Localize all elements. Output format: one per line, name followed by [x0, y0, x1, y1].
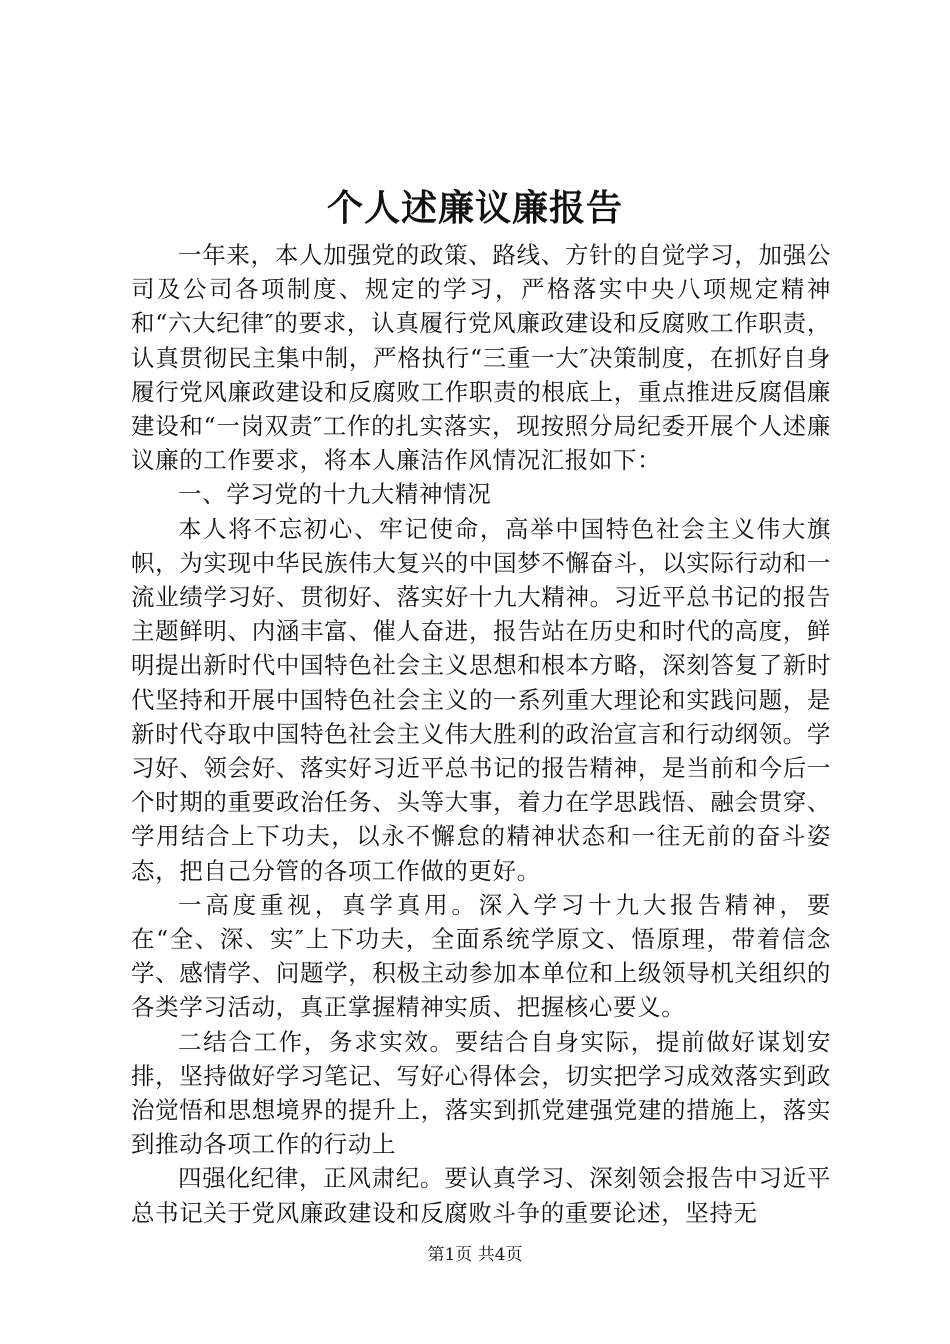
document-body — [131, 238, 831, 1230]
section-heading: 一、学习党的十九大精神情况 — [178, 480, 492, 509]
paragraph-point-4: 四强化纪律，正风肃纪。要认真学习、深刻领会报告中习近平总书记关于党风廉政建设和反腐败斗争的重要论述，坚持无 — [131, 1164, 831, 1227]
paragraph-study: 本人将不忘初心、牢记使命，高举中国特色社会主义伟大旗帜，为实现中华民族伟大复兴的中国梦不懈奋斗，以实际行动和一流业绩学习好、贯彻好、落实好十九大精神。习近平总书记的报告主题鲜明、内涵丰富、催人奋进，报告站在历史和时代的高度，鲜明提出新时代中国特色社会主义思想和根本方略，深刻答复了新时代坚持和开展中国特色社会主义的一系列重大理论和实践问题，是新时代夺取中国特色社会主义伟大胜利的政治宣言和行动纲领。学习好、领会好、落实好习近平总书记的报告精神，是当前和今后一个时期的重要政治任务、头等大事，着力在学思践悟、融会贯穿、学用结合上下功夫，以永不懈怠的精神状态和一往无前的奋斗姿态，把自己分管的各项工作做的更好。 — [131, 514, 831, 885]
document-title: 个人述廉议廉报告 — [326, 187, 623, 229]
page-footer: 第1页 共4页 — [427, 1245, 523, 1265]
paragraph-intro: 一年来，本人加强党的政策、路线、方针的自觉学习，加强公司及公司各项制度、规定的学习，严格落实中央八项规定精神和“六大纪律″的要求，认真履行党风廉政建设和反腐败工作职责，认真贯彻民主集中制，严格执行“三重一大″决策制度，在抓好自身履行党风廉政建设和反腐败工作职责的根底上，重点推进反腐倡廉建设和“一岗双责″工作的扎实落实，现按照分局纪委开展个人述廉议廉的工作要求，将本人廉洁作风情况汇报如下： — [131, 241, 831, 475]
paragraph-point-2: 二结合工作，务求实效。要结合自身实际，提前做好谋划安排，坚持做好学习笔记、写好心得体会，切实把学习成效落实到政治觉悟和思想境界的提升上，落实到抓党建强党建的措施上，落实到推动各项工作的行动上 — [131, 1027, 831, 1159]
paragraph-point-1: 一高度重视，真学真用。深入学习十九大报告精神，要在“全、深、实″上下功夫，全面系统学原文、悟原理，带着信念学、感情学、问题学，积极主动参加本单位和上级领导机关组织的各类学习活动，真正掌握精神实质、把握核心要义。 — [131, 890, 831, 1022]
